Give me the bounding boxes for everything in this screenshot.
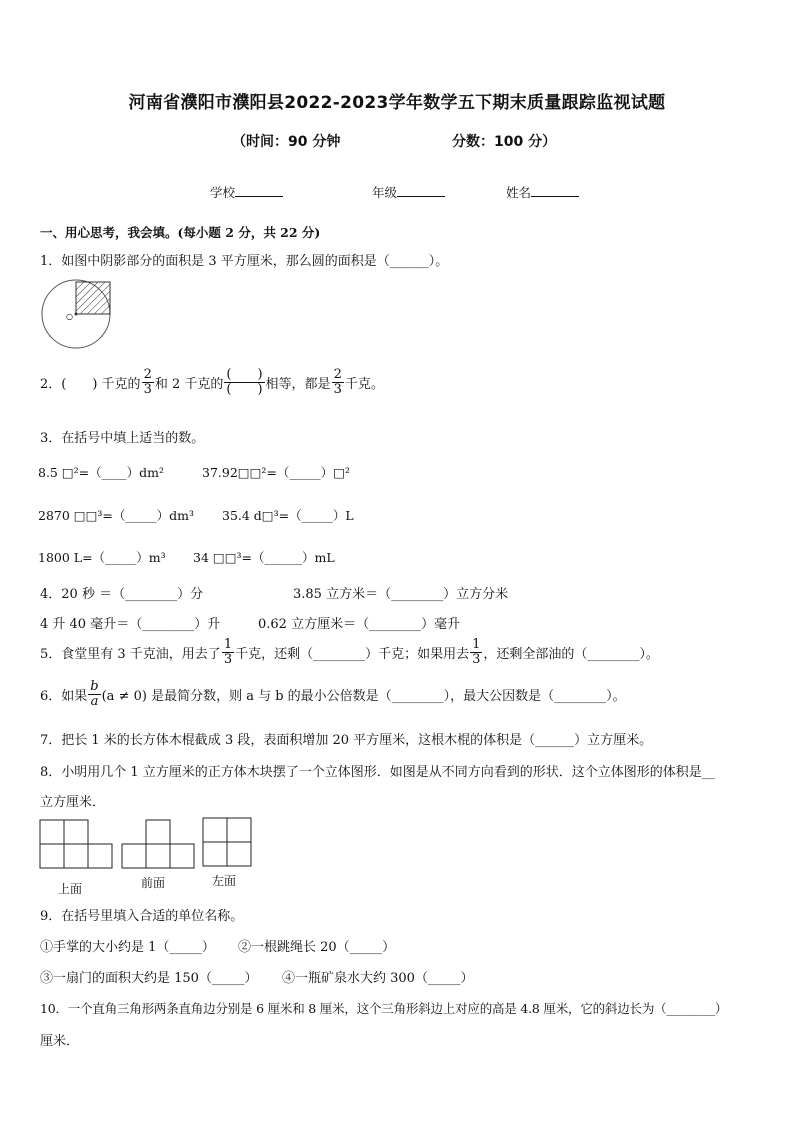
question-10-line1: 10．一个直角三角形两条直角边分别是 6 厘米和 8 厘米，这个三角形斜边上对应的高是 4.8 厘米，它的斜边长为（________） bbox=[40, 1001, 728, 1016]
q4-row1-b: 3.85 立方米＝（________）立方分米 bbox=[293, 587, 509, 602]
q3-row1-b: 37.92□□²=（_____）□² bbox=[202, 465, 350, 480]
front-view bbox=[122, 820, 194, 868]
school-label: 学校 bbox=[210, 185, 236, 200]
question-6 bbox=[40, 680, 626, 708]
q4-row1-a: 4．20 秒 ＝（________）分 bbox=[40, 587, 204, 602]
three-views-figure bbox=[38, 816, 258, 874]
q9-item-4: ④一瓶矿泉水大约 300（_____） bbox=[282, 971, 474, 986]
q3-row2-b: 35.4 d□³=（_____）L bbox=[222, 508, 354, 523]
q9-item-2: ②一根跳绳长 20（_____） bbox=[238, 940, 396, 955]
name-blank bbox=[531, 184, 579, 197]
question-10-line2: 厘米． bbox=[40, 1034, 80, 1049]
exam-score: 分数：100 分） bbox=[452, 134, 557, 150]
q2-part-d: 千克。 bbox=[344, 376, 384, 392]
question-7: 7．把长 1 米的长方体木棍截成 3 段，表面积增加 20 平方厘米，这根木棍的体积是（______）立方厘米。 bbox=[40, 733, 653, 748]
circle-figure bbox=[40, 276, 120, 352]
exam-time: （时间：90 分钟 bbox=[232, 134, 341, 150]
q5-fraction-1: $\frac{1}{3}$ bbox=[223, 637, 233, 667]
q5-fraction-2: $\frac{1}{3}$ bbox=[472, 637, 481, 667]
question-1: 1．如图中阴影部分的面积是 3 平方厘米，那么圆的面积是（______）。 bbox=[40, 254, 449, 269]
grade-blank bbox=[397, 184, 445, 197]
page-title: 河南省濮阳市濮阳县2022-2023学年数学五下期末质量跟踪监视试题 bbox=[128, 93, 666, 113]
q3-row3-a: 1800 L=（_____）m³ bbox=[38, 550, 166, 565]
grade-field bbox=[372, 183, 445, 201]
shaded-square bbox=[76, 282, 110, 314]
q9-item-3: ③一扇门的面积大约是 150（_____） bbox=[40, 971, 258, 986]
left-view bbox=[203, 818, 251, 866]
name-label: 姓名 bbox=[506, 185, 532, 200]
q5-part-a: 5．食堂里有 3 千克油，用去了 bbox=[40, 646, 221, 662]
school-field bbox=[210, 183, 283, 201]
q3-row1-a: 8.5 □²=（____）dm² bbox=[38, 465, 165, 480]
top-view-label: 上面 bbox=[58, 882, 83, 896]
q5-part-c: ，还剩全部油的（________）。 bbox=[483, 646, 659, 662]
grade-label: 年级 bbox=[372, 185, 398, 200]
question-8-line2: 立方厘米． bbox=[40, 795, 106, 810]
q9-item-1: ①手掌的大小约是 1（_____） bbox=[40, 940, 215, 955]
q6-part-b: (a ≠ 0) 是最简分数，则 a 与 b 的最小公倍数是（________），最大公因数是（________）。 bbox=[101, 688, 626, 704]
q2-fraction-2: $\frac{( )}{( )}$ bbox=[226, 367, 263, 397]
left-view-label: 左面 bbox=[212, 874, 237, 888]
circle-center bbox=[75, 313, 78, 316]
q5-part-b: 千克，还剩（________）千克；如果用去 bbox=[235, 646, 470, 662]
q3-row2-a: 2870 □□³=（_____）dm³ bbox=[38, 508, 195, 523]
question-2 bbox=[40, 368, 384, 396]
section-header: 一、用心思考，我会填。(每小题 2 分，共 22 分) bbox=[40, 225, 321, 240]
q2-fraction-3: $\frac{2}{3}$ bbox=[333, 367, 342, 397]
q6-part-a: 6．如果 bbox=[40, 688, 88, 704]
q2-part-a: 2．( ) 千克的 bbox=[40, 376, 141, 392]
question-9-intro: 9．在括号里填入合适的单位名称。 bbox=[40, 909, 244, 924]
top-view bbox=[40, 820, 112, 868]
q4-row2-a: 4 升 40 毫升＝（________）升 bbox=[40, 617, 221, 632]
q2-fraction-1: $\frac{2}{3}$ bbox=[143, 367, 152, 397]
question-5 bbox=[40, 638, 659, 666]
q6-fraction: $\frac{b}{a}$ bbox=[90, 679, 99, 709]
q2-part-b: 和 2 千克的 bbox=[154, 376, 224, 392]
front-view-label: 前面 bbox=[141, 876, 166, 890]
q4-row2-b: 0.62 立方厘米＝（________）毫升 bbox=[258, 617, 461, 632]
svg-text:○: ○ bbox=[66, 312, 73, 321]
question-8-line1: 8．小明用几个 1 立方厘米的正方体木块摆了一个立体图形．如图是从不同方向看到的形状．这个立体图形的体积是__ bbox=[40, 765, 715, 780]
school-blank bbox=[235, 184, 283, 197]
question-3-intro: 3．在括号中填上适当的数。 bbox=[40, 431, 205, 446]
q3-row3-b: 34 □□³=（______）mL bbox=[193, 550, 335, 565]
q2-part-c: 相等，都是 bbox=[265, 376, 331, 392]
name-field bbox=[506, 183, 579, 201]
